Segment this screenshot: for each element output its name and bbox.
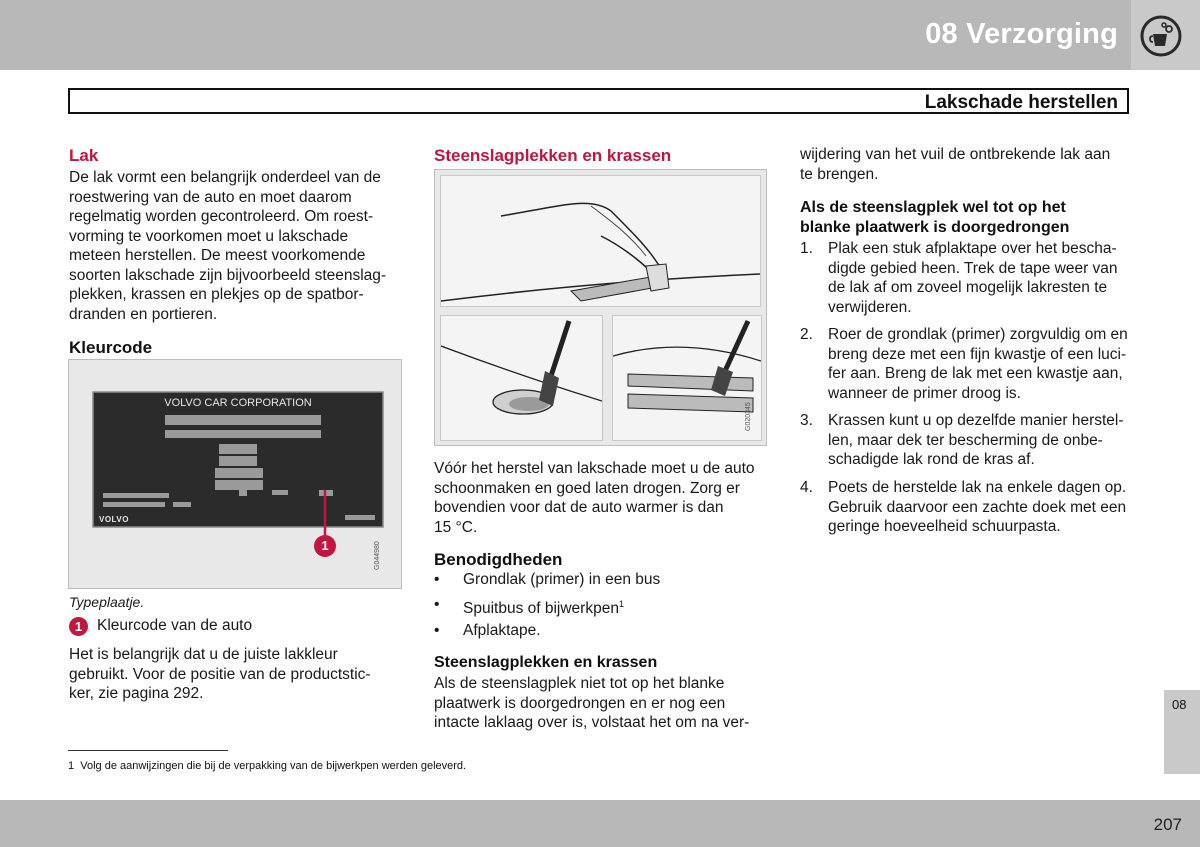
bullet-icon: •	[434, 596, 440, 613]
footnote-rule	[68, 750, 228, 751]
bullet-icon: •	[434, 622, 440, 639]
type-plate-image	[68, 359, 402, 589]
heading-steenslag: Steenslagplekken en krassen	[434, 146, 672, 165]
paragraph-lak: De lak vormt een belangrijk onderdeel van de roestwering van de auto en moet daarom regelmatig worden gecontroleerd. Om roest- vorming te voorkomen moet u lakschade meteen herstellen. De meest voorkomende soorten lakschade zijn bijvoorbeeld steenslag- plekken, krassen en plekjes op de spatbor- dranden en portieren.	[69, 169, 387, 323]
heading-lak: Lak	[69, 146, 99, 165]
repair-illustration	[434, 169, 767, 446]
chapter-title: 08 Verzorging	[925, 18, 1118, 50]
plate-brand: VOLVO	[99, 515, 129, 524]
paragraph-continued: wijdering van het vuil de ontbrekende lak aan te brengen.	[800, 146, 1111, 183]
heading-steenslag-sub: Steenslagplekken en krassen	[434, 654, 658, 671]
illustration-image-code: G020345	[745, 402, 752, 431]
paragraph-info: Het is belangrijk dat u de juiste lakkleur gebruikt. Voor de positie van de productstic- ker, zie pagina 292.	[69, 646, 371, 702]
chapter-side-tab-label: 08	[1172, 697, 1187, 712]
plate-title: VOLVO CAR CORPORATION	[164, 397, 312, 409]
page-number: 207	[1153, 815, 1182, 834]
plate-callout-number: 1	[321, 538, 329, 553]
bullet-icon: •	[434, 571, 440, 588]
heading-blank-plaatwerk: Als de steenslagplek wel tot op het blanke plaatwerk is doorgedrongen	[800, 199, 1070, 236]
plate-image-code: G044980	[374, 541, 381, 570]
heading-benodigdheden: Benodigdheden	[434, 550, 563, 569]
footer-band	[0, 800, 1200, 847]
legend-text: Kleurcode van de auto	[97, 617, 253, 634]
illustration-tape	[440, 175, 761, 307]
paragraph-sub: Als de steenslagplek niet tot op het blanke plaatwerk is doorgedrongen en er nog een intacte laklaag over is, volstaat het om na ver-	[434, 675, 750, 731]
legend-badge: 1	[69, 617, 88, 636]
illustration-brush-scratch	[612, 315, 762, 441]
heading-kleurcode: Kleurcode	[69, 338, 153, 357]
footnote: 1 Volg de aanwijzingen die bij de verpakking van de bijwerkpen werden geleverd.	[68, 760, 467, 772]
section-title: Lakschade herstellen	[924, 92, 1118, 113]
care-icon	[1139, 14, 1183, 58]
supplies-list: • Grondlak (primer) in een bus • Spuitbus of bijwerkpen$^1$ • Afplaktape.	[434, 571, 661, 639]
illustration-brush-chip	[440, 315, 603, 441]
paragraph-clean: Vóór het herstel van lakschade moet u de auto schoonmaken en goed laten drogen. Zorg er bovendien voor dat de auto warmer is dan 15 °C.	[434, 460, 755, 536]
steps-list: 1. Plak een stuk afplaktape over het bescha- digde gebied heen. Trek de tape weer van de lak af om zoveel mogelijk lakresten te verwijderen. 2. Roer de grondlak (primer) zorgvuldig om en breng deze met een fijn kwastje of een luci- fer aan. Breng de lak met een kwastje aan, wanneer de primer droog is. 3. Krassen kunt u op dezelfde manier herstel- len, maar dek ter bescherming de onbe- schadigde lak rond de kras af. 4. Poets de herstelde lak na enkele dagen op. Gebruik daarvoor een zachte doek met een geringe hoeveelheid schuurpasta.	[800, 240, 1128, 535]
image-caption: Typeplaatje.	[69, 594, 145, 610]
